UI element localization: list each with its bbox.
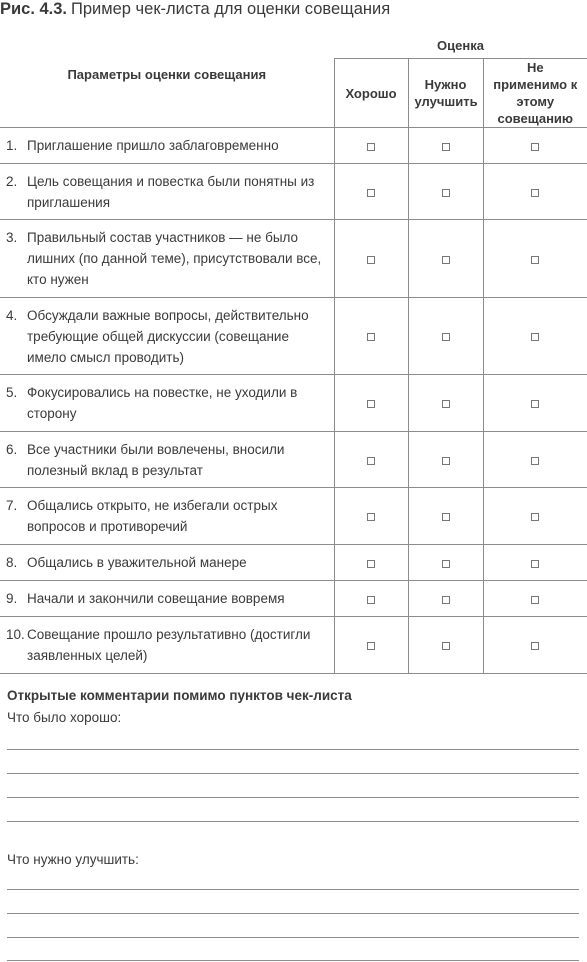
column-not-applicable: Не применимо к этому совещанию — [483, 59, 587, 128]
good-answer-line[interactable] — [7, 749, 579, 750]
checkbox-improve[interactable] — [442, 400, 450, 408]
checkbox-improve[interactable] — [442, 256, 450, 264]
item-text: Правильный состав участников — не было лишних (по данной теме), присутствовали все, кто нужен — [27, 230, 322, 287]
improve-answer-line[interactable] — [7, 913, 579, 914]
item-text: Все участники были вовлечены, вносили полезный вклад в результат — [27, 441, 285, 478]
item-number: 7. — [6, 498, 18, 513]
checkbox-good[interactable] — [367, 189, 375, 197]
figure-caption — [0, 0, 390, 19]
item-number: 2. — [6, 173, 18, 189]
checkbox-improve[interactable] — [442, 560, 450, 568]
improve-answer-line[interactable] — [7, 889, 579, 890]
params-header: Параметры оценки совещания — [67, 66, 267, 82]
figure-number: Рис. 4.3. — [0, 0, 68, 18]
checkbox-not-applicable[interactable] — [531, 400, 539, 408]
checkbox-improve[interactable] — [442, 642, 450, 650]
item-text: Фокусировались на повестке, не уходили в сторону — [27, 385, 298, 421]
item-text: Приглашение пришло заблаговременно — [27, 138, 279, 153]
checkbox-not-applicable[interactable] — [531, 457, 539, 465]
item-number: 4. — [6, 307, 18, 323]
item-text: Обсуждали важные вопросы, действительно требующие общей дискуссии (совещание имело смысл проводить) — [27, 307, 309, 365]
checkbox-improve[interactable] — [442, 333, 450, 341]
checkbox-good[interactable] — [367, 642, 375, 650]
table-row — [0, 581, 587, 617]
checkbox-not-applicable[interactable] — [531, 189, 539, 197]
item-text: Общались открыто, не избегали острых вопросов и противоречий — [27, 498, 278, 534]
column-improve: Нужно улучшить — [408, 59, 483, 128]
table-row — [0, 298, 587, 375]
checkbox-not-applicable[interactable] — [531, 642, 539, 650]
item-text: Начали и закончили совещание вовремя — [27, 591, 285, 606]
table-row — [0, 220, 587, 298]
checkbox-not-applicable[interactable] — [531, 560, 539, 568]
figure-title: Пример чек-листа для оценки совещания — [71, 0, 391, 18]
table-row — [0, 432, 587, 488]
good-answer-line[interactable] — [7, 773, 579, 774]
table-row — [0, 617, 587, 674]
checkbox-good[interactable] — [367, 457, 375, 465]
item-text: Общались в уважительной манере — [27, 555, 247, 570]
good-answer-line[interactable] — [7, 821, 579, 822]
checkbox-good[interactable] — [367, 596, 375, 604]
rating-header: Оценка — [437, 38, 484, 53]
table-row — [0, 375, 587, 432]
checkbox-improve[interactable] — [442, 596, 450, 604]
item-number: 10. — [6, 627, 25, 642]
table-row — [0, 164, 587, 220]
table-row — [0, 545, 587, 581]
meeting-checklist-table — [0, 33, 587, 674]
improve-answer-line[interactable] — [7, 937, 579, 938]
checkbox-not-applicable[interactable] — [531, 596, 539, 604]
checkbox-improve[interactable] — [442, 513, 450, 521]
item-number: 3. — [6, 230, 18, 245]
item-number: 8. — [6, 555, 18, 570]
good-answer-line[interactable] — [7, 797, 579, 798]
checkbox-not-applicable[interactable] — [531, 333, 539, 341]
checkbox-not-applicable[interactable] — [531, 143, 539, 151]
checkbox-improve[interactable] — [442, 189, 450, 197]
item-number: 9. — [6, 591, 18, 606]
checkbox-not-applicable[interactable] — [531, 256, 539, 264]
checkbox-good[interactable] — [367, 400, 375, 408]
improve-answer-line[interactable] — [7, 960, 579, 961]
checkbox-improve[interactable] — [442, 457, 450, 465]
item-text: Цель совещания и повестка были понятны из приглашения — [27, 173, 315, 210]
item-number: 5. — [6, 385, 18, 400]
checkbox-good[interactable] — [367, 333, 375, 341]
table-row — [0, 128, 587, 164]
checkbox-good[interactable] — [367, 256, 375, 264]
checkbox-not-applicable[interactable] — [531, 513, 539, 521]
column-good: Хорошо — [334, 59, 408, 128]
item-text: Совещание прошло результативно (достигли заявленных целей) — [27, 627, 311, 663]
improve-prompt: Что нужно улучшить: — [7, 852, 139, 867]
checkbox-good[interactable] — [367, 513, 375, 521]
checkbox-improve[interactable] — [442, 143, 450, 151]
comments-title: Открытые комментарии помимо пунктов чек-листа — [7, 688, 352, 703]
item-number: 1. — [6, 138, 18, 153]
table-row — [0, 488, 587, 545]
good-prompt: Что было хорошо: — [7, 710, 122, 725]
checkbox-good[interactable] — [367, 143, 375, 151]
item-number: 6. — [6, 441, 18, 457]
checkbox-good[interactable] — [367, 560, 375, 568]
